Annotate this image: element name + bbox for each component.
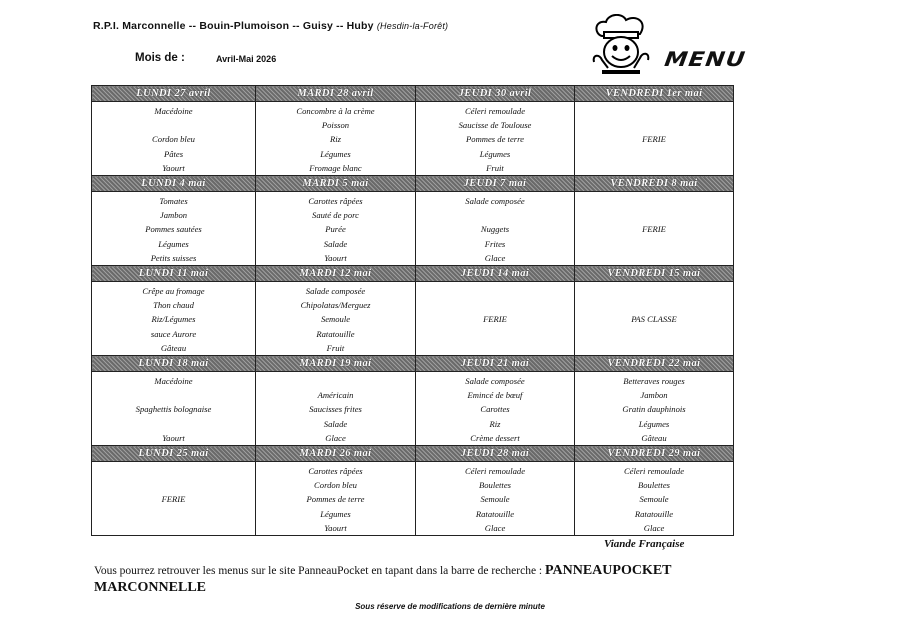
day-label: LUNDI 27 avril — [92, 86, 256, 102]
dish-item: Salade composée — [465, 196, 525, 206]
dish-item: Pommes sautées — [145, 224, 202, 235]
week-3-dishes — [92, 282, 734, 356]
dish-item — [575, 251, 733, 265]
week-1-day-header — [92, 86, 734, 102]
dish-item: Crêpe au fromage — [142, 286, 205, 296]
dish-list — [575, 462, 733, 535]
dish-item: Riz/Légumes — [151, 314, 196, 325]
day-label: JEUDI 7 mai — [416, 176, 575, 192]
dish-item — [256, 374, 415, 388]
dish-item: Boulettes — [638, 480, 670, 491]
dish-item: Boulettes — [479, 480, 511, 491]
dish-item — [575, 237, 733, 251]
day-cell — [416, 192, 575, 266]
panneau-line — [94, 563, 672, 579]
week-4-day-header — [92, 356, 734, 372]
dish-item: Petits suisses — [150, 252, 197, 263]
dish-item: Salade composée — [465, 376, 525, 386]
day-cell — [92, 282, 256, 356]
dish-item: Chipolatas/Merguez — [300, 300, 371, 311]
dish-item — [575, 161, 733, 175]
day-cell — [92, 462, 256, 536]
dish-item: Américain — [317, 390, 354, 401]
dish-item: Pommes de terre — [466, 134, 524, 145]
day-cell — [575, 372, 734, 446]
dish-item: Concombre à la crème — [296, 106, 375, 116]
dish-item — [416, 208, 574, 222]
dish-item: Emincé de bœuf — [467, 390, 523, 401]
day-cell — [575, 102, 734, 176]
day-cell — [416, 282, 575, 356]
day-cell — [575, 282, 734, 356]
dish-item — [575, 327, 733, 341]
day-label: VENDREDI 15 mai — [575, 266, 734, 282]
dish-list — [575, 192, 733, 265]
dish-item: Frites — [484, 238, 506, 249]
dish-item: Fromage blanc — [309, 162, 362, 173]
dish-item: Légumes — [320, 508, 351, 519]
dish-list — [92, 102, 255, 175]
dish-item: Saucisses frites — [309, 404, 362, 415]
dish-item: Thon chaud — [153, 300, 194, 311]
panneau-text: Vous pourrez retrouver les menus sur le site PanneauPocket en tapant dans la barre de recherche : — [94, 565, 543, 577]
town-text: (Hesdin-la-Forêt) — [376, 21, 449, 31]
dish-list — [256, 282, 415, 355]
dish-list — [92, 282, 255, 355]
dish-item: Yaourt — [162, 432, 185, 443]
dish-item: Gâteau — [160, 342, 187, 353]
dish-item: Gâteau — [641, 432, 667, 443]
menu-table — [91, 85, 734, 536]
day-label: MARDI 12 mai — [256, 266, 416, 282]
dish-item: Semoule — [639, 494, 669, 505]
day-label: VENDREDI 8 mai — [575, 176, 734, 192]
dish-item — [575, 284, 733, 298]
reserve-note: Sous réserve de modifications de dernière minute — [355, 602, 545, 611]
dish-item: Riz — [330, 134, 341, 145]
dish-item: Salade — [323, 238, 348, 249]
mois-value: Avril-Mai 2026 — [216, 54, 277, 64]
dish-item: Salade composée — [305, 286, 366, 296]
dish-item: Semoule — [320, 314, 351, 325]
dish-item — [416, 327, 574, 341]
day-label: VENDREDI 29 mai — [575, 446, 734, 462]
day-cell — [92, 102, 256, 176]
panneau-keyword: PANNEAUPOCKET — [545, 563, 672, 578]
dish-list — [92, 372, 255, 445]
dish-item: Cordon bleu — [152, 134, 195, 145]
day-label: LUNDI 4 mai — [92, 176, 256, 192]
day-label: MARDI 28 avril — [256, 86, 416, 102]
day-cell — [575, 192, 734, 266]
dish-item: sauce Aurore — [150, 328, 197, 339]
dish-item — [575, 147, 733, 161]
day-label: MARDI 19 mai — [256, 356, 416, 372]
day-label: JEUDI 28 mai — [416, 446, 575, 462]
day-cell — [416, 372, 575, 446]
dish-item — [92, 507, 255, 521]
dish-item — [575, 194, 733, 208]
day-cell — [256, 192, 416, 266]
dish-item: Légumes — [158, 238, 189, 249]
dish-item: Glace — [325, 432, 346, 443]
dish-list — [575, 372, 733, 445]
day-cell — [416, 462, 575, 536]
dish-item: Céleri remoulade — [623, 466, 685, 476]
day-cell — [416, 102, 575, 176]
dish-list — [416, 372, 574, 445]
dish-item — [92, 521, 255, 535]
dish-item: Carottes râpées — [308, 196, 363, 206]
dish-item: Fruit — [326, 342, 345, 353]
day-cell — [575, 462, 734, 536]
dish-item — [416, 298, 574, 312]
dish-item: Gratin dauphinois — [622, 404, 686, 415]
dish-item: Macédoine — [154, 106, 193, 116]
dish-item: Carottes râpées — [308, 466, 363, 476]
week-5-day-header — [92, 446, 734, 462]
dish-item: Yaourt — [162, 162, 185, 173]
dish-item — [92, 417, 255, 431]
dish-item — [575, 118, 733, 132]
dish-item: Purée — [325, 224, 346, 235]
viande-note: Viande Française — [604, 538, 685, 550]
day-cell — [256, 102, 416, 176]
dish-list — [256, 192, 415, 265]
week-3-day-header — [92, 266, 734, 282]
panneau-keyword-2: MARCONNELLE — [94, 580, 207, 595]
dish-item: Yaourt — [324, 522, 347, 533]
dish-list — [256, 462, 415, 535]
mois-label: Mois de : — [135, 52, 185, 64]
dish-item: Semoule — [480, 494, 510, 505]
dish-item: Glace — [643, 522, 665, 533]
dish-item: Jambon — [640, 390, 668, 401]
dish-item: Poisson — [321, 120, 350, 131]
day-cell — [256, 462, 416, 536]
dish-list — [256, 372, 415, 445]
header-schools — [93, 20, 448, 32]
week-2-dishes — [92, 192, 734, 266]
dish-item — [575, 341, 733, 355]
dish-item — [92, 388, 255, 402]
day-label: LUNDI 25 mai — [92, 446, 256, 462]
dish-item — [575, 104, 733, 118]
chef-icon — [588, 14, 654, 78]
dish-item: Ratatouille — [634, 508, 674, 519]
day-label: LUNDI 18 mai — [92, 356, 256, 372]
dish-item: Ratatouille — [475, 508, 515, 519]
dish-list — [416, 102, 574, 175]
dish-item: Cordon bleu — [314, 480, 357, 491]
day-cell — [256, 282, 416, 356]
dish-list — [416, 462, 574, 535]
day-label: MARDI 5 mai — [256, 176, 416, 192]
day-cell — [256, 372, 416, 446]
dish-item: Jambon — [159, 210, 188, 221]
dish-item: Carottes — [480, 404, 510, 415]
dish-item — [416, 341, 574, 355]
dish-list — [416, 282, 574, 355]
dish-item: Macédoine — [154, 376, 193, 386]
dish-item: Sauté de porc — [312, 210, 359, 221]
day-label: MARDI 26 mai — [256, 446, 416, 462]
day-label: LUNDI 11 mai — [92, 266, 256, 282]
dish-item: Nuggets — [480, 224, 510, 235]
dish-item: Céleri remoulade — [464, 466, 526, 476]
dish-item: Tomates — [159, 196, 188, 206]
week-1-dishes — [92, 102, 734, 176]
dish-item: Saucisse de Toulouse — [458, 120, 532, 131]
dish-item: Glace — [484, 522, 506, 533]
menu-title: MENU — [663, 47, 748, 71]
day-cell — [92, 192, 256, 266]
schools-text: R.P.I. Marconnelle -- Bouin-Plumoison -- Guisy -- Huby — [93, 20, 374, 32]
dish-list — [416, 192, 574, 265]
dish-item: FERIE — [642, 224, 666, 235]
dish-list — [575, 282, 733, 355]
dish-item — [575, 208, 733, 222]
dish-item: PAS CLASSE — [631, 314, 677, 325]
dish-item: Spaghettis bolognaise — [135, 404, 212, 415]
dish-item: Céleri remoulade — [464, 106, 526, 116]
day-label: JEUDI 21 mai — [416, 356, 575, 372]
dish-item: Légumes — [638, 418, 670, 429]
dish-item: Pâtes — [163, 148, 184, 159]
dish-item — [416, 284, 574, 298]
dish-item — [575, 298, 733, 312]
dish-item: FERIE — [483, 314, 507, 325]
dish-item: Crème dessert — [470, 432, 520, 443]
dish-item — [92, 464, 255, 478]
day-cell — [92, 372, 256, 446]
dish-item: Salade — [323, 418, 348, 429]
day-label: JEUDI 14 mai — [416, 266, 575, 282]
dish-item: Ratatouille — [316, 328, 355, 339]
dish-item: Pommes de terre — [306, 494, 365, 505]
dish-item: FERIE — [642, 134, 666, 145]
dish-item: Betteraves rouges — [623, 376, 685, 386]
dish-item: Yaourt — [324, 252, 347, 263]
week-5-dishes — [92, 462, 734, 536]
week-2-day-header — [92, 176, 734, 192]
day-label: JEUDI 30 avril — [416, 86, 575, 102]
week-4-dishes — [92, 372, 734, 446]
dish-item: Riz — [489, 418, 501, 429]
dish-item: Glace — [484, 252, 506, 263]
dish-item: FERIE — [161, 494, 186, 505]
dish-item: Légumes — [479, 148, 511, 159]
dish-list — [92, 462, 255, 535]
day-label: VENDREDI 1er mai — [575, 86, 734, 102]
dish-item: Fruit — [486, 162, 504, 173]
dish-list — [575, 102, 733, 175]
dish-item: Légumes — [320, 148, 351, 159]
dish-list — [92, 192, 255, 265]
day-label: VENDREDI 22 mai — [575, 356, 734, 372]
dish-list — [256, 102, 415, 175]
dish-item — [92, 478, 255, 492]
dish-item — [92, 118, 255, 132]
